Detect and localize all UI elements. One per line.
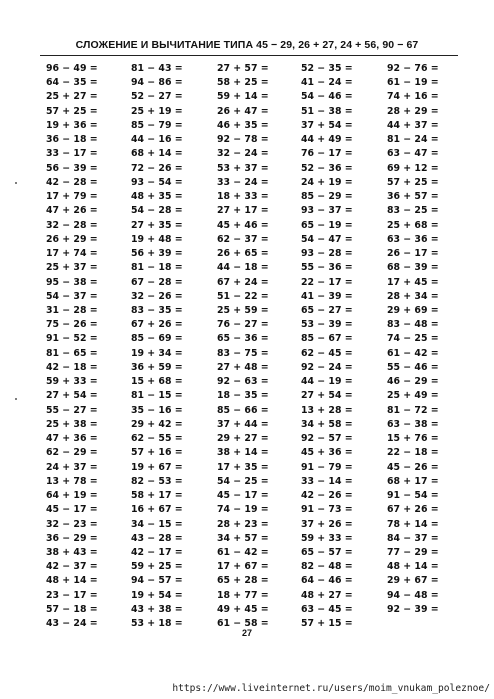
exercise-item: 38 + 43 = bbox=[46, 546, 98, 558]
exercise-item: 65 − 57 = bbox=[301, 546, 353, 558]
exercise-item: 74 − 19 = bbox=[217, 504, 269, 516]
exercise-item: 93 − 37 = bbox=[301, 205, 353, 217]
exercise-item: 67 + 26 = bbox=[387, 504, 439, 516]
exercise-item: 93 − 54 = bbox=[131, 176, 183, 188]
exercise-item: 52 − 27 = bbox=[131, 91, 183, 103]
exercise-item: 53 + 37 = bbox=[217, 162, 269, 174]
exercise-item: 25 + 37 = bbox=[46, 262, 98, 274]
exercise-item: 62 − 37 = bbox=[217, 233, 269, 245]
exercise-item: 75 − 26 = bbox=[46, 319, 98, 331]
exercise-item: 85 − 69 = bbox=[131, 333, 183, 345]
exercise-item: 65 + 28 = bbox=[217, 575, 269, 587]
exercise-item: 55 − 36 = bbox=[301, 262, 353, 274]
exercise-item: 65 − 27 = bbox=[301, 304, 353, 316]
exercise-item: 15 + 68 = bbox=[131, 376, 183, 388]
exercise-item: 43 − 28 = bbox=[131, 532, 183, 544]
exercise-item: 36 + 57 = bbox=[387, 191, 439, 203]
exercise-item: 84 − 37 = bbox=[387, 532, 439, 544]
exercise-column-1 bbox=[46, 62, 124, 631]
exercise-item: 13 + 28 = bbox=[301, 404, 353, 416]
exercise-item: 54 − 28 = bbox=[131, 205, 183, 217]
exercise-item: 62 − 45 = bbox=[301, 347, 353, 359]
exercise-item: 59 + 14 = bbox=[217, 91, 269, 103]
exercise-item: 52 − 35 = bbox=[301, 63, 353, 74]
scan-speck bbox=[15, 182, 17, 184]
exercise-item: 46 − 29 = bbox=[387, 376, 439, 388]
exercise-item: 34 + 58 = bbox=[301, 418, 353, 430]
exercise-item: 42 − 37 = bbox=[46, 561, 98, 573]
exercise-item: 26 + 47 = bbox=[217, 105, 269, 117]
exercise-item: 37 + 26 = bbox=[301, 518, 353, 530]
exercise-item: 55 − 46 = bbox=[387, 361, 439, 373]
exercise-item: 44 − 18 = bbox=[217, 262, 269, 274]
exercise-item: 59 + 33 = bbox=[301, 532, 353, 544]
exercise-item: 54 − 25 = bbox=[217, 475, 269, 487]
exercise-item: 74 − 25 = bbox=[387, 333, 439, 345]
exercise-item: 82 − 48 = bbox=[301, 561, 353, 573]
exercise-item: 26 − 17 = bbox=[387, 248, 439, 260]
exercise-item: 45 − 17 = bbox=[46, 504, 98, 516]
exercise-item: 15 + 76 = bbox=[387, 433, 439, 445]
scan-speck bbox=[15, 398, 17, 400]
exercise-item: 58 + 17 = bbox=[131, 490, 183, 502]
exercise-item: 27 + 57 = bbox=[217, 63, 269, 74]
exercise-item: 92 − 78 = bbox=[217, 134, 269, 146]
source-url-watermark: https://www.liveinternet.ru/users/moim_vnukam_poleznoe/ bbox=[172, 683, 490, 694]
exercise-item: 17 + 79 = bbox=[46, 191, 98, 203]
exercise-item: 45 − 17 = bbox=[217, 490, 269, 502]
exercise-item: 51 − 22 = bbox=[217, 290, 269, 302]
exercise-item: 34 + 57 = bbox=[217, 532, 269, 544]
exercise-item: 45 − 26 = bbox=[387, 461, 439, 473]
exercise-item: 36 + 59 = bbox=[131, 361, 183, 373]
exercise-item: 92 − 39 = bbox=[387, 603, 439, 615]
exercise-item: 32 − 26 = bbox=[131, 290, 183, 302]
exercise-item: 41 − 39 = bbox=[301, 290, 353, 302]
exercise-item: 93 − 28 = bbox=[301, 248, 353, 260]
exercise-item: 67 + 26 = bbox=[131, 319, 183, 331]
exercise-item: 94 − 57 = bbox=[131, 575, 183, 587]
exercise-item: 85 − 67 = bbox=[301, 333, 353, 345]
exercise-item: 65 − 36 = bbox=[217, 333, 269, 345]
exercise-item: 25 + 59 = bbox=[217, 304, 269, 316]
exercise-column-4 bbox=[301, 62, 379, 631]
exercise-item: 24 + 19 = bbox=[301, 176, 353, 188]
exercise-item: 67 + 24 = bbox=[217, 276, 269, 288]
exercise-item: 36 − 18 = bbox=[46, 134, 98, 146]
exercise-item: 48 + 14 = bbox=[387, 561, 439, 573]
exercise-item: 78 + 14 = bbox=[387, 518, 439, 530]
exercise-item: 53 − 39 = bbox=[301, 319, 353, 331]
exercise-item: 48 + 27 = bbox=[301, 589, 353, 601]
exercise-item: 41 − 24 = bbox=[301, 77, 353, 89]
exercise-item: 74 + 16 = bbox=[387, 91, 439, 103]
exercise-item: 32 − 28 = bbox=[46, 219, 98, 231]
exercise-item: 81 − 72 = bbox=[387, 404, 439, 416]
exercise-item: 29 + 27 = bbox=[217, 433, 269, 445]
exercise-item: 68 + 14 = bbox=[131, 148, 183, 160]
exercise-item: 13 + 78 = bbox=[46, 475, 98, 487]
exercise-item: 57 + 16 = bbox=[131, 447, 183, 459]
exercise-item: 28 + 23 = bbox=[217, 518, 269, 530]
exercise-item: 61 − 42 = bbox=[387, 347, 439, 359]
exercise-item: 38 + 14 = bbox=[217, 447, 269, 459]
exercise-item: 44 + 37 = bbox=[387, 119, 439, 131]
exercise-item: 44 + 49 = bbox=[301, 134, 353, 146]
exercise-item: 45 + 46 = bbox=[217, 219, 269, 231]
exercise-item: 91 − 54 = bbox=[387, 490, 439, 502]
exercise-item: 67 − 28 = bbox=[131, 276, 183, 288]
exercise-item: 82 − 53 = bbox=[131, 475, 183, 487]
exercise-item: 54 − 37 = bbox=[46, 290, 98, 302]
exercise-item: 27 + 54 = bbox=[301, 390, 353, 402]
exercise-item: 63 − 47 = bbox=[387, 148, 439, 160]
exercise-item: 64 − 35 = bbox=[46, 77, 98, 89]
exercise-item: 55 − 27 = bbox=[46, 404, 98, 416]
exercise-item: 42 − 26 = bbox=[301, 490, 353, 502]
exercise-item: 29 + 69 = bbox=[387, 304, 439, 316]
exercise-item: 57 + 25 = bbox=[387, 176, 439, 188]
exercise-item: 52 − 36 = bbox=[301, 162, 353, 174]
page-number: 27 bbox=[241, 628, 252, 638]
exercise-item: 54 − 46 = bbox=[301, 91, 353, 103]
exercise-item: 62 − 55 = bbox=[131, 433, 183, 445]
page-title: СЛОЖЕНИЕ И ВЫЧИТАНИЕ ТИПА 45 − 29, 26 + 27, 24 + 56, 90 − 67 bbox=[75, 39, 419, 51]
exercise-column-5 bbox=[387, 62, 465, 617]
exercise-item: 68 + 17 = bbox=[387, 475, 439, 487]
exercise-item: 24 + 37 = bbox=[46, 461, 98, 473]
exercise-item: 85 − 29 = bbox=[301, 191, 353, 203]
exercise-item: 61 − 58 = bbox=[217, 618, 269, 630]
exercise-item: 61 − 42 = bbox=[217, 546, 269, 558]
exercise-item: 64 − 46 = bbox=[301, 575, 353, 587]
exercise-item: 59 + 33 = bbox=[46, 376, 98, 388]
exercise-item: 81 − 18 = bbox=[131, 262, 183, 274]
exercise-item: 19 + 54 = bbox=[131, 589, 183, 601]
exercise-item: 48 + 14 = bbox=[46, 575, 98, 587]
exercise-item: 91 − 73 = bbox=[301, 504, 353, 516]
exercise-item: 29 + 42 = bbox=[131, 418, 183, 430]
exercise-item: 56 + 39 = bbox=[131, 248, 183, 260]
exercise-item: 36 − 29 = bbox=[46, 532, 98, 544]
exercise-item: 22 − 17 = bbox=[301, 276, 353, 288]
exercise-item: 94 − 86 = bbox=[131, 77, 183, 89]
exercise-item: 17 + 45 = bbox=[387, 276, 439, 288]
exercise-item: 85 − 66 = bbox=[217, 404, 269, 416]
exercise-item: 92 − 24 = bbox=[301, 361, 353, 373]
exercise-item: 42 − 18 = bbox=[46, 361, 98, 373]
exercise-item: 17 + 35 = bbox=[217, 461, 269, 473]
exercise-item: 72 − 26 = bbox=[131, 162, 183, 174]
exercise-item: 43 − 24 = bbox=[46, 618, 98, 630]
title-underline bbox=[40, 55, 458, 56]
exercise-item: 65 − 19 = bbox=[301, 219, 353, 231]
exercise-item: 31 − 28 = bbox=[46, 304, 98, 316]
exercise-item: 76 − 17 = bbox=[301, 148, 353, 160]
exercise-item: 83 − 48 = bbox=[387, 319, 439, 331]
exercise-item: 42 − 28 = bbox=[46, 176, 98, 188]
exercise-item: 57 + 15 = bbox=[301, 618, 353, 630]
exercise-item: 25 + 49 = bbox=[387, 390, 439, 402]
exercise-item: 23 − 17 = bbox=[46, 589, 98, 601]
exercise-item: 61 − 19 = bbox=[387, 77, 439, 89]
exercise-item: 37 + 54 = bbox=[301, 119, 353, 131]
exercise-item: 58 + 25 = bbox=[217, 77, 269, 89]
exercise-item: 91 − 52 = bbox=[46, 333, 98, 345]
exercise-item: 83 − 75 = bbox=[217, 347, 269, 359]
exercise-item: 76 − 27 = bbox=[217, 319, 269, 331]
exercise-item: 48 + 35 = bbox=[131, 191, 183, 203]
exercise-item: 33 − 14 = bbox=[301, 475, 353, 487]
exercise-item: 47 + 36 = bbox=[46, 433, 98, 445]
exercise-item: 17 + 67 = bbox=[217, 561, 269, 573]
exercise-item: 42 − 17 = bbox=[131, 546, 183, 558]
exercise-item: 92 − 76 = bbox=[387, 63, 439, 74]
exercise-item: 91 − 79 = bbox=[301, 461, 353, 473]
exercise-item: 19 + 67 = bbox=[131, 461, 183, 473]
exercise-item: 32 − 24 = bbox=[217, 148, 269, 160]
exercise-item: 19 + 34 = bbox=[131, 347, 183, 359]
exercise-item: 63 − 38 = bbox=[387, 418, 439, 430]
exercise-item: 25 + 38 = bbox=[46, 418, 98, 430]
exercise-item: 69 + 12 = bbox=[387, 162, 439, 174]
exercise-item: 27 + 35 = bbox=[131, 219, 183, 231]
exercise-item: 53 + 18 = bbox=[131, 618, 183, 630]
exercise-item: 32 − 23 = bbox=[46, 518, 98, 530]
exercise-item: 17 + 74 = bbox=[46, 248, 98, 260]
exercise-item: 68 − 39 = bbox=[387, 262, 439, 274]
exercise-item: 77 − 29 = bbox=[387, 546, 439, 558]
exercise-item: 18 + 33 = bbox=[217, 191, 269, 203]
exercise-item: 57 + 25 = bbox=[46, 105, 98, 117]
exercise-item: 94 − 48 = bbox=[387, 589, 439, 601]
exercise-item: 16 + 67 = bbox=[131, 504, 183, 516]
exercise-item: 56 − 39 = bbox=[46, 162, 98, 174]
exercise-item: 92 − 57 = bbox=[301, 433, 353, 445]
exercise-item: 27 + 17 = bbox=[217, 205, 269, 217]
exercise-item: 19 + 36 = bbox=[46, 119, 98, 131]
exercise-item: 96 − 49 = bbox=[46, 63, 98, 74]
exercise-item: 25 + 19 = bbox=[131, 105, 183, 117]
exercise-item: 19 + 48 = bbox=[131, 233, 183, 245]
exercise-item: 95 − 38 = bbox=[46, 276, 98, 288]
exercise-item: 46 + 35 = bbox=[217, 119, 269, 131]
exercise-item: 18 + 77 = bbox=[217, 589, 269, 601]
exercise-item: 81 − 15 = bbox=[131, 390, 183, 402]
exercise-item: 27 + 48 = bbox=[217, 361, 269, 373]
exercise-item: 51 − 38 = bbox=[301, 105, 353, 117]
exercise-item: 64 + 19 = bbox=[46, 490, 98, 502]
exercise-item: 27 + 54 = bbox=[46, 390, 98, 402]
exercise-item: 81 − 65 = bbox=[46, 347, 98, 359]
exercise-item: 29 + 67 = bbox=[387, 575, 439, 587]
exercise-item: 63 − 36 = bbox=[387, 233, 439, 245]
exercise-item: 34 − 15 = bbox=[131, 518, 183, 530]
exercise-item: 28 + 29 = bbox=[387, 105, 439, 117]
exercise-item: 37 + 44 = bbox=[217, 418, 269, 430]
exercise-item: 35 − 16 = bbox=[131, 404, 183, 416]
exercise-item: 59 + 25 = bbox=[131, 561, 183, 573]
exercise-item: 25 + 68 = bbox=[387, 219, 439, 231]
exercise-item: 44 − 19 = bbox=[301, 376, 353, 388]
exercise-item: 43 + 38 = bbox=[131, 603, 183, 615]
exercise-item: 54 − 47 = bbox=[301, 233, 353, 245]
exercise-item: 44 − 16 = bbox=[131, 134, 183, 146]
exercise-column-3 bbox=[217, 62, 295, 631]
exercise-column-2 bbox=[131, 62, 209, 631]
exercise-item: 49 + 45 = bbox=[217, 603, 269, 615]
exercise-item: 57 − 18 = bbox=[46, 603, 98, 615]
exercise-item: 47 + 26 = bbox=[46, 205, 98, 217]
exercise-item: 33 − 24 = bbox=[217, 176, 269, 188]
exercise-item: 81 − 24 = bbox=[387, 134, 439, 146]
exercise-item: 83 − 35 = bbox=[131, 304, 183, 316]
exercise-item: 62 − 29 = bbox=[46, 447, 98, 459]
exercise-item: 85 − 79 = bbox=[131, 119, 183, 131]
exercise-item: 25 + 27 = bbox=[46, 91, 98, 103]
exercise-item: 18 − 35 = bbox=[217, 390, 269, 402]
exercise-item: 28 + 34 = bbox=[387, 290, 439, 302]
exercise-item: 26 + 29 = bbox=[46, 233, 98, 245]
exercise-item: 26 + 65 = bbox=[217, 248, 269, 260]
exercise-item: 45 + 36 = bbox=[301, 447, 353, 459]
exercise-item: 83 − 25 = bbox=[387, 205, 439, 217]
exercise-item: 33 − 17 = bbox=[46, 148, 98, 160]
exercise-item: 63 − 45 = bbox=[301, 603, 353, 615]
exercise-item: 81 − 43 = bbox=[131, 63, 183, 74]
exercise-item: 22 − 18 = bbox=[387, 447, 439, 459]
exercise-item: 92 − 63 = bbox=[217, 376, 269, 388]
